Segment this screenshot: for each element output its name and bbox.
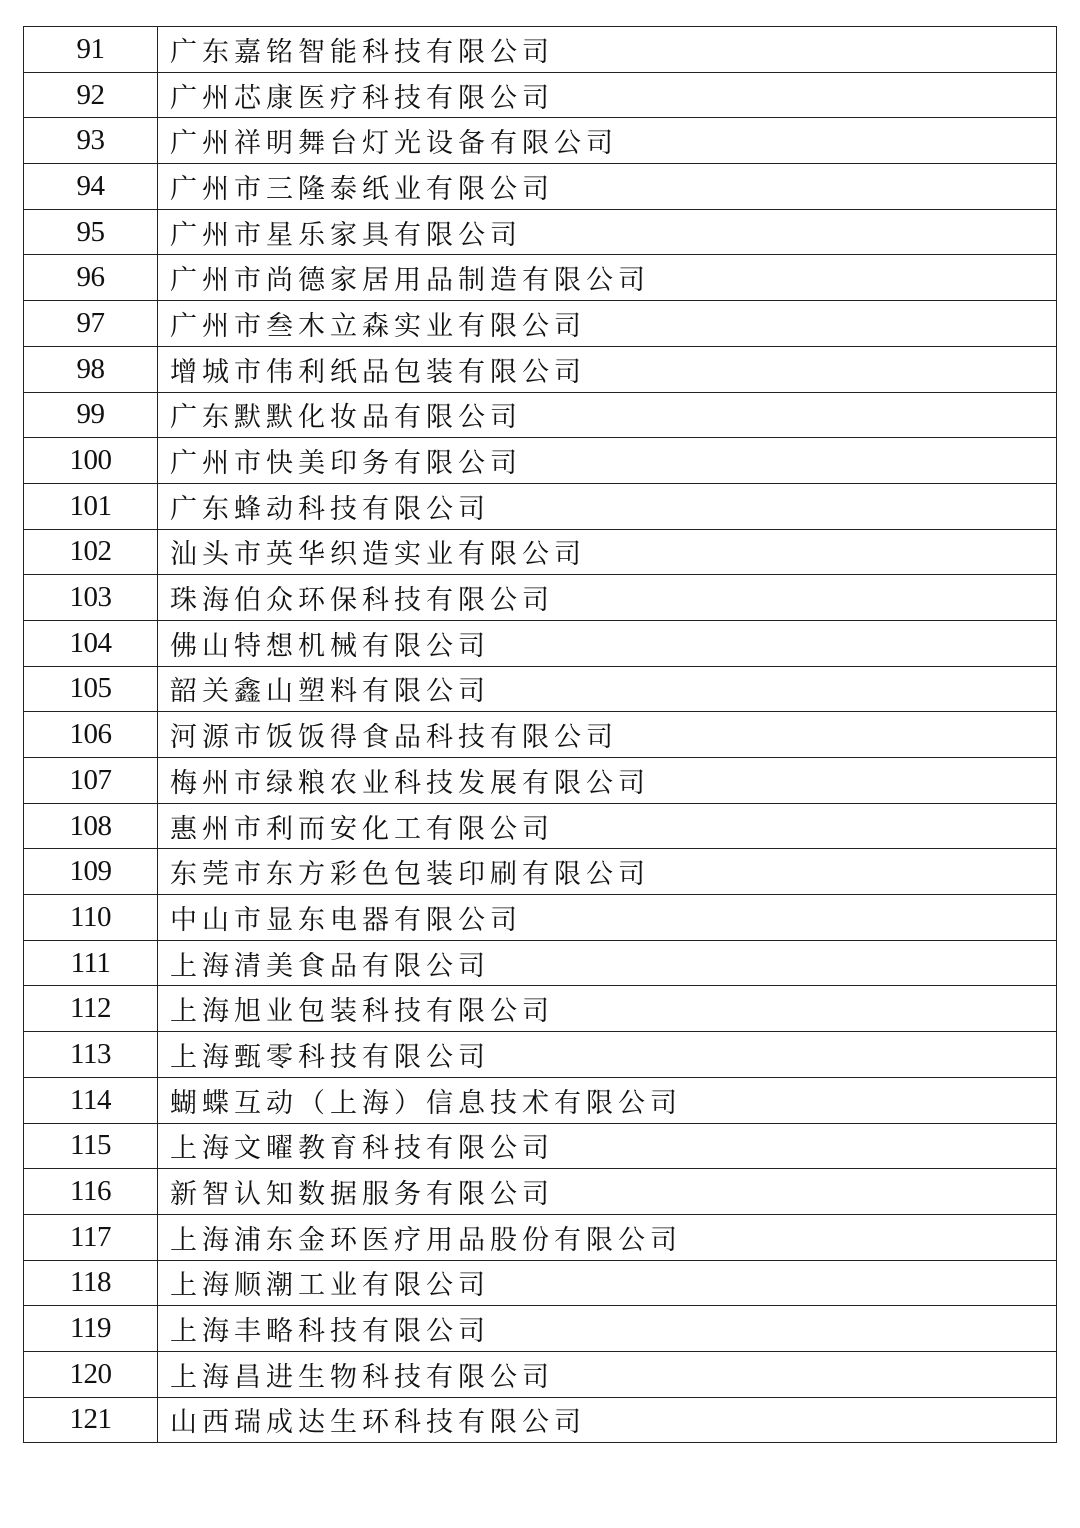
table-row (24, 1077, 1057, 1123)
table-row (24, 255, 1057, 301)
row-number-cell: 108 (24, 803, 158, 849)
company-name-cell: 河源市饭饭得食品科技有限公司 (158, 712, 1057, 758)
table-row (24, 72, 1057, 118)
company-name-cell: 珠海伯众环保科技有限公司 (158, 575, 1057, 621)
company-name-cell: 新智认知数据服务有限公司 (158, 1169, 1057, 1215)
table-row (24, 986, 1057, 1032)
table-row (24, 118, 1057, 164)
row-number-cell: 112 (24, 986, 158, 1032)
table-row (24, 895, 1057, 941)
row-number-cell: 98 (24, 346, 158, 392)
company-name-cell: 广东嘉铭智能科技有限公司 (158, 27, 1057, 73)
company-name-cell: 韶关鑫山塑料有限公司 (158, 666, 1057, 712)
company-name-cell: 广州市叁木立森实业有限公司 (158, 301, 1057, 347)
row-number-cell: 96 (24, 255, 158, 301)
row-number-cell: 119 (24, 1306, 158, 1352)
table-row (24, 438, 1057, 484)
row-number-cell: 115 (24, 1123, 158, 1169)
company-name-cell: 广州祥明舞台灯光设备有限公司 (158, 118, 1057, 164)
row-number-cell: 105 (24, 666, 158, 712)
table-row (24, 164, 1057, 210)
table-row (24, 1169, 1057, 1215)
table-row (24, 1214, 1057, 1260)
row-number-cell: 91 (24, 27, 158, 73)
table-row (24, 1123, 1057, 1169)
company-name-cell: 广州市星乐家具有限公司 (158, 209, 1057, 255)
company-name-cell: 梅州市绿粮农业科技发展有限公司 (158, 758, 1057, 804)
company-name-cell: 上海清美食品有限公司 (158, 940, 1057, 986)
table-row (24, 1260, 1057, 1306)
company-name-cell: 上海旭业包装科技有限公司 (158, 986, 1057, 1032)
row-number-cell: 103 (24, 575, 158, 621)
row-number-cell: 101 (24, 483, 158, 529)
company-name-cell: 上海文曜教育科技有限公司 (158, 1123, 1057, 1169)
row-number-cell: 121 (24, 1397, 158, 1443)
row-number-cell: 110 (24, 895, 158, 941)
row-number-cell: 100 (24, 438, 158, 484)
row-number-cell: 104 (24, 620, 158, 666)
company-name-cell: 汕头市英华织造实业有限公司 (158, 529, 1057, 575)
table-row (24, 666, 1057, 712)
table-row (24, 1032, 1057, 1078)
table-row (24, 803, 1057, 849)
company-name-cell: 广州市尚德家居用品制造有限公司 (158, 255, 1057, 301)
table-row (24, 1397, 1057, 1443)
row-number-cell: 120 (24, 1351, 158, 1397)
company-name-cell: 上海顺潮工业有限公司 (158, 1260, 1057, 1306)
row-number-cell: 107 (24, 758, 158, 804)
company-name-cell: 广州芯康医疗科技有限公司 (158, 72, 1057, 118)
company-name-cell: 东莞市东方彩色包装印刷有限公司 (158, 849, 1057, 895)
table-row (24, 1351, 1057, 1397)
row-number-cell: 109 (24, 849, 158, 895)
row-number-cell: 92 (24, 72, 158, 118)
table-row (24, 301, 1057, 347)
row-number-cell: 111 (24, 940, 158, 986)
table-row (24, 712, 1057, 758)
company-name-cell: 惠州市利而安化工有限公司 (158, 803, 1057, 849)
row-number-cell: 99 (24, 392, 158, 438)
company-name-cell: 山西瑞成达生环科技有限公司 (158, 1397, 1057, 1443)
table-row (24, 1306, 1057, 1352)
table-row (24, 346, 1057, 392)
company-name-cell: 佛山特想机械有限公司 (158, 620, 1057, 666)
company-list-table (23, 26, 1057, 1443)
table-row (24, 620, 1057, 666)
table-row (24, 209, 1057, 255)
table-row (24, 940, 1057, 986)
row-number-cell: 93 (24, 118, 158, 164)
table-row (24, 483, 1057, 529)
company-name-cell: 上海甄零科技有限公司 (158, 1032, 1057, 1078)
row-number-cell: 114 (24, 1077, 158, 1123)
company-name-cell: 广东蜂动科技有限公司 (158, 483, 1057, 529)
table-row (24, 392, 1057, 438)
table-row (24, 849, 1057, 895)
row-number-cell: 95 (24, 209, 158, 255)
company-name-cell: 广州市三隆泰纸业有限公司 (158, 164, 1057, 210)
row-number-cell: 102 (24, 529, 158, 575)
table-row (24, 27, 1057, 73)
row-number-cell: 116 (24, 1169, 158, 1215)
table-row (24, 575, 1057, 621)
row-number-cell: 106 (24, 712, 158, 758)
company-name-cell: 增城市伟利纸品包装有限公司 (158, 346, 1057, 392)
row-number-cell: 97 (24, 301, 158, 347)
row-number-cell: 94 (24, 164, 158, 210)
company-name-cell: 蝴蝶互动（上海）信息技术有限公司 (158, 1077, 1057, 1123)
company-name-cell: 上海丰略科技有限公司 (158, 1306, 1057, 1352)
company-name-cell: 广东默默化妆品有限公司 (158, 392, 1057, 438)
company-name-cell: 上海昌进生物科技有限公司 (158, 1351, 1057, 1397)
table-row (24, 758, 1057, 804)
company-name-cell: 中山市显东电器有限公司 (158, 895, 1057, 941)
table-row (24, 529, 1057, 575)
company-name-cell: 广州市快美印务有限公司 (158, 438, 1057, 484)
row-number-cell: 113 (24, 1032, 158, 1078)
company-list-body (24, 27, 1057, 1443)
row-number-cell: 117 (24, 1214, 158, 1260)
row-number-cell: 118 (24, 1260, 158, 1306)
company-name-cell: 上海浦东金环医疗用品股份有限公司 (158, 1214, 1057, 1260)
